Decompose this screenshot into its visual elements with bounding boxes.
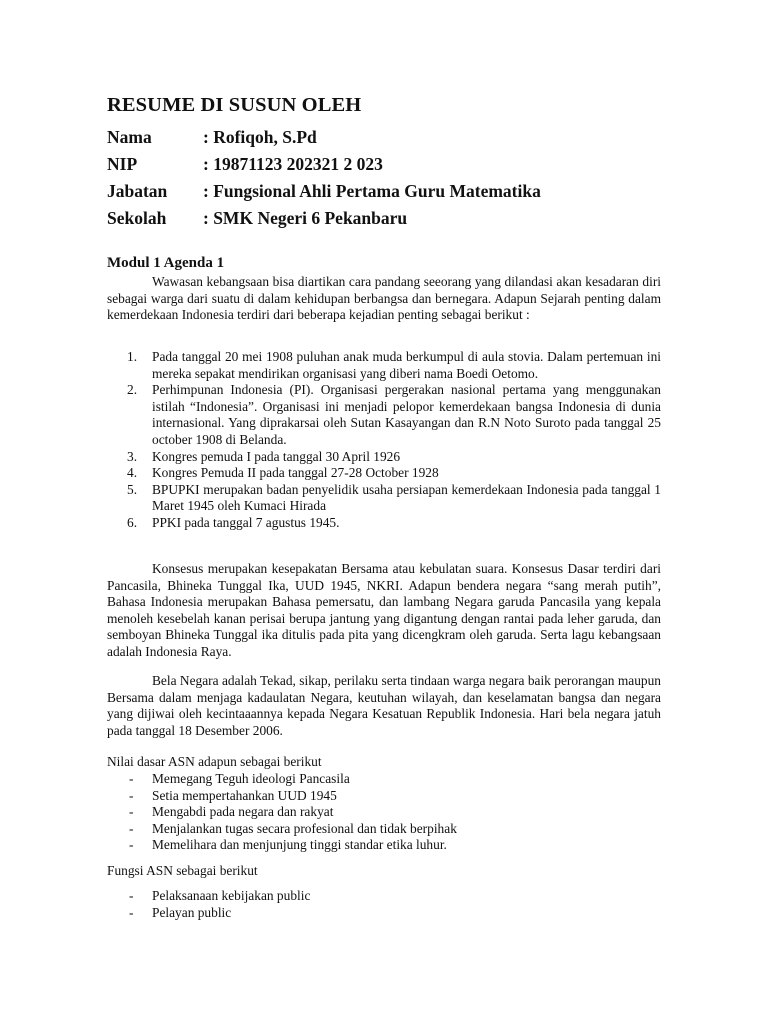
dash-marker: -	[129, 837, 134, 853]
section-heading: Modul 1 Agenda 1	[107, 255, 225, 271]
intro-paragraph: Wawasan kebangsaan bisa diartikan cara pandang seeorang yang dilandasi akan kesadaran diri sebagai warga dari suatu di dalam kehidupan berbangsa dan bernegara. Adapun Sejarah penting dalam kemerdekaan Indonesia terdiri dari beberapa kejadian penting sebagai berikut :	[107, 274, 661, 323]
list-item	[107, 771, 661, 788]
info-value: : Fungsional Ahli Pertama Guru Matematika	[203, 181, 541, 201]
list-item-text: Kongres Pemuda II pada tanggal 27-28 October 1928	[152, 465, 439, 481]
list-item-text: Setia mempertahankan UUD 1945	[152, 787, 337, 803]
list-item	[107, 788, 661, 805]
author-info	[107, 124, 541, 232]
info-value: : 19871123 202321 2 023	[203, 154, 383, 174]
dash-marker: -	[129, 820, 134, 836]
list-item-text: Pada tanggal 20 mei 1908 puluhan anak muda berkumpul di aula stovia. Dalam pertemuan ini mereka sepakat mendirikan organisasi yang diberi nama Boedi Oetomo.	[152, 349, 661, 381]
nilai-list	[107, 771, 661, 854]
info-row-nama	[107, 124, 541, 151]
document-title: RESUME DI SUSUN OLEH	[107, 94, 362, 116]
list-number: 3.	[127, 448, 138, 464]
dash-marker: -	[129, 888, 134, 903]
info-label: NIP	[107, 154, 138, 174]
list-item-text: Pelayan public	[152, 904, 232, 920]
list-item-text: Memelihara dan menjunjung tinggi standar etika luhur.	[152, 837, 447, 853]
list-number: 1.	[127, 349, 138, 364]
list-item	[107, 349, 661, 382]
list-item-text: PPKI pada tanggal 7 agustus 1945.	[152, 514, 340, 530]
nilai-heading: Nilai dasar ASN adapun sebagai berikut	[107, 754, 322, 769]
dash-marker: -	[129, 771, 134, 786]
dash-marker: -	[129, 787, 134, 803]
bela-negara-paragraph: Bela Negara adalah Tekad, sikap, perilaku serta tindaan warga negara baik perorangan maupun Bersama dalam menjaga kadaulatan Negara, keutuhan wilayah, dan keselamatan bangsa dan negara yang dijiwai oleh kecintaaannya kepada Negara Kesatuan Republik Indonesia. Hari bela negara jatuh pada tanggal 18 Desember 2006.	[107, 673, 661, 738]
list-item	[107, 804, 661, 821]
list-item	[107, 465, 661, 482]
info-label: Sekolah	[107, 208, 167, 228]
fungsi-heading: Fungsi ASN sebagai berikut	[107, 863, 258, 878]
list-item-text: Kongres pemuda I pada tanggal 30 April 1926	[152, 448, 401, 464]
info-label: Jabatan	[107, 181, 168, 201]
list-item-text: Memegang Teguh ideologi Pancasila	[152, 771, 350, 786]
list-item-text: Mengabdi pada negara dan rakyat	[152, 804, 334, 820]
info-value: : Rofiqoh, S.Pd	[203, 127, 317, 147]
dash-marker: -	[129, 804, 134, 820]
list-item-text: BPUPKI merupakan badan penyelidik usaha persiapan kemerdekaan Indonesia pada tanggal 1 Maret 1945 oleh Kumaci Hirada	[152, 481, 661, 514]
list-item	[107, 837, 661, 854]
history-list	[107, 349, 661, 532]
dash-marker: -	[129, 904, 134, 920]
info-row-sekolah	[107, 205, 541, 232]
list-item	[107, 888, 661, 905]
list-item	[107, 382, 661, 448]
list-item-text: Menjalankan tugas secara profesional dan tidak berpihak	[152, 820, 457, 836]
list-number: 4.	[127, 465, 138, 481]
info-row-jabatan	[107, 178, 541, 205]
list-item	[107, 449, 661, 466]
info-value: : SMK Negeri 6 Pekanbaru	[203, 208, 408, 228]
list-item	[107, 515, 661, 532]
konsensus-paragraph: Konsesus merupakan kesepakatan Bersama atau kebulatan suara. Konsesus Dasar terdiri dari Pancasila, Bhineka Tunggal Ika, UUD 1945, NKRI. Adapun bendera negara “sang merah putih”, Bahasa Indonesia merupakan Bahasa pemersatu, dan lambang Negara garuda Pancasila yang kepala menoleh kesebelah kanan perisai berupa jantung yang digantung dengan rantai pada leher garuda, dan semboyan Bhineka Tunggal ika ditulis pada pita yang dicengkram oleh garuda. Serta lagu kebangsaan adalah Indonesia Raya.	[107, 561, 661, 659]
list-number: 6.	[127, 514, 138, 530]
list-item-text: Pelaksanaan kebijakan public	[152, 888, 311, 903]
list-item	[107, 821, 661, 838]
list-item	[107, 482, 661, 515]
info-row-nip	[107, 151, 541, 178]
list-item	[107, 905, 661, 922]
list-number: 2.	[127, 382, 138, 398]
fungsi-list	[107, 888, 661, 921]
list-number: 5.	[127, 481, 138, 497]
info-label: Nama	[107, 127, 152, 147]
list-item-text: Perhimpunan Indonesia (PI). Organisasi pergerakan nasional pertama yang menggunakan istilah “Indonesia”. Organisasi ini menjadi pelopor kemerdekaan bangsa Indonesia di dunia internasional. Yang diprakarsai oleh Sutan Kasayangan dan R.N Noto Suroto pada tanggal 25 october 1908 di Belanda.	[152, 382, 661, 447]
